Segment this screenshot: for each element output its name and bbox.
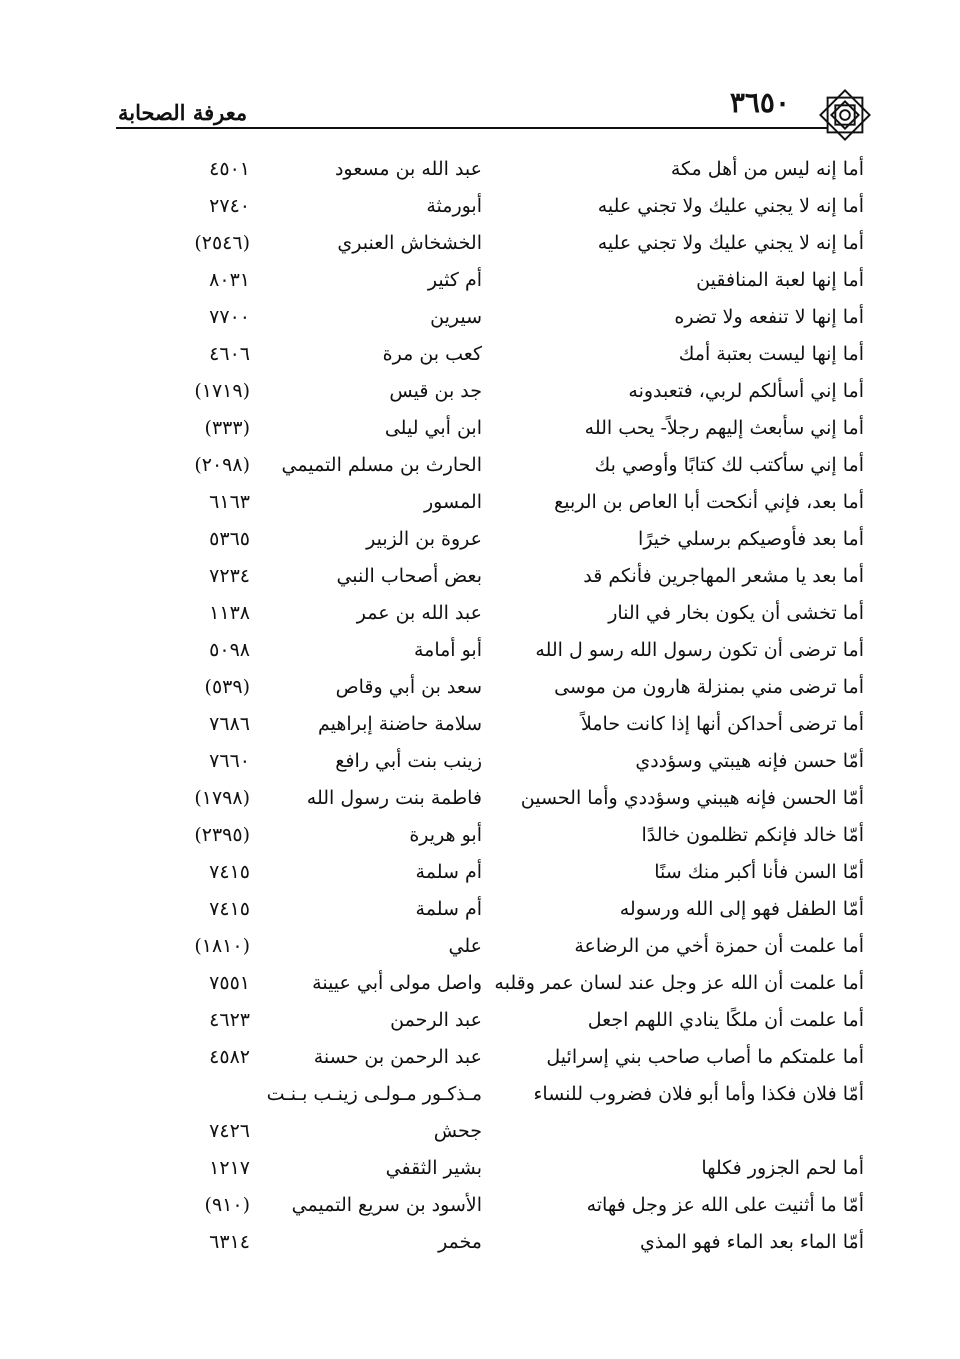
hadith-number: ١١٣٨ xyxy=(209,602,250,624)
narrator-name: عبد الله بن عمر xyxy=(356,602,482,624)
hadith-number: ٤٥٨٢ xyxy=(209,1046,250,1068)
hadith-number: ٧٤٢٦ xyxy=(209,1120,250,1142)
hadith-text: أمّا الحسن فإنه هيبني وسؤددي وأما الحسين xyxy=(520,787,864,809)
hadith-number: ١٢١٧ xyxy=(209,1157,250,1179)
hadith-text: أما إنها لا تنفعه ولا تضره xyxy=(674,306,864,328)
narrator-name: كعب بن مرة xyxy=(382,343,482,365)
page-number: ٣٦٥٠ xyxy=(729,86,790,119)
index-row xyxy=(0,306,960,343)
hadith-text: أما بعد، فإني أنكحت أبا العاص بن الربيع xyxy=(554,491,864,513)
index-row xyxy=(0,750,960,787)
hadith-number: (٢٣٩٥) xyxy=(194,824,250,846)
narrator-name: أبو هريرة xyxy=(409,824,482,846)
index-row xyxy=(0,1194,960,1231)
hadith-number: (٢٠٩٨) xyxy=(194,454,250,476)
hadith-text: أما إني سأكتب لك كتابًا وأوصي بك xyxy=(594,454,864,476)
hadith-text: أمّا ما أثنيت على الله عز وجل فهاته xyxy=(586,1194,864,1216)
narrator-name: واصل مولى أبي عيينة xyxy=(312,972,482,994)
hadith-text: أمّا فلان فكذا وأما أبو فلان فضروب للنساء xyxy=(533,1083,864,1105)
index-row xyxy=(0,380,960,417)
index-row xyxy=(0,861,960,898)
narrator-name: أم سلمة xyxy=(415,898,482,920)
header-rule xyxy=(116,127,828,129)
narrator-name: سعد بن أبي وقاص xyxy=(335,676,482,698)
hadith-text: أما علمت أن الله عز وجل عند لسان عمر وقلبه xyxy=(494,972,864,994)
index-row xyxy=(0,195,960,232)
hadith-number: ٤٦٢٣ xyxy=(209,1009,250,1031)
hadith-number: ٦٣١٤ xyxy=(209,1231,250,1253)
narrator-name: علي xyxy=(448,935,482,957)
narrator-name: ابن أبي ليلى xyxy=(384,417,482,439)
narrator-name: الخشخاش العنبري xyxy=(337,232,482,254)
index-row xyxy=(0,639,960,676)
book-title: معرفة الصحابة xyxy=(118,100,248,125)
hadith-text: أمّا حسن فإنه هيبتي وسؤددي xyxy=(635,750,864,772)
hadith-number: ٧٤١٥ xyxy=(209,898,250,920)
narrator-name: سلامة حاضنة إبراهيم xyxy=(317,713,482,735)
index-row xyxy=(0,491,960,528)
page-header xyxy=(116,82,868,142)
index-row xyxy=(0,602,960,639)
narrator-name: أم سلمة xyxy=(415,861,482,883)
hadith-text: أما بعد يا مشعر المهاجرين فأنكم قد xyxy=(583,565,864,587)
hadith-number: ٧٧٠٠ xyxy=(209,306,250,328)
index-row xyxy=(0,343,960,380)
hadith-number: ٧٤١٥ xyxy=(209,861,250,883)
narrator-name: أم كثير xyxy=(427,269,482,291)
index-row xyxy=(0,232,960,269)
hadith-text: أما إنها لعبة المنافقين xyxy=(696,269,864,291)
index-row xyxy=(0,565,960,602)
hadith-number: (٥٣٩) xyxy=(204,676,250,698)
hadith-text: أما علمت أن حمزة أخي من الرضاعة xyxy=(574,935,864,957)
index-row xyxy=(0,935,960,972)
narrator-name: زينب بنت أبي رافع xyxy=(335,750,482,772)
hadith-number: ٢٧٤٠ xyxy=(209,195,250,217)
index-row xyxy=(0,1083,960,1120)
hadith-text: أما إنه لا يجني عليك ولا تجني عليه xyxy=(597,195,864,217)
index-row xyxy=(0,824,960,861)
narrator-name: سيرين xyxy=(430,306,482,328)
narrator-name: المسور xyxy=(424,491,482,513)
hadith-text: أما ترضى مني بمنزلة هارون من موسى xyxy=(554,676,864,698)
narrator-name: مخمر xyxy=(438,1231,482,1253)
hadith-number: ٤٥٠١ xyxy=(209,158,250,180)
hadith-number: (١٧٩٨) xyxy=(194,787,250,809)
index-row xyxy=(0,898,960,935)
index-row xyxy=(0,676,960,713)
index-row xyxy=(0,713,960,750)
hadith-text: أمّا الطفل فهو إلى الله ورسوله xyxy=(619,898,864,920)
octagram-ornament-icon xyxy=(816,86,874,144)
hadith-text: أما علمتكم ما أصاب صاحب بني إسرائيل xyxy=(546,1046,864,1068)
narrator-name: أبو أمامة xyxy=(413,639,482,661)
hadith-text: أمّا خالد فإنكم تظلمون خالدًا xyxy=(641,824,864,846)
hadith-text: أما بعد فأوصيكم برسلي خيرًا xyxy=(638,528,864,550)
index-row xyxy=(0,158,960,195)
hadith-number: (٣٣٣) xyxy=(204,417,250,439)
hadith-number: (١٧١٩) xyxy=(194,380,250,402)
hadith-text: أما علمت أن ملكًا ينادي اللهم اجعل xyxy=(587,1009,864,1031)
hadith-text: أما لحم الجزور فكلها xyxy=(701,1157,864,1179)
narrator-name: جد بن قيس xyxy=(389,380,482,402)
hadith-number: (٢٥٤٦) xyxy=(194,232,250,254)
hadith-text: أما إني سأبعث إليهم رجلاً- يحب الله xyxy=(584,417,864,439)
index-row xyxy=(0,269,960,306)
hadith-number: ٨٠٣١ xyxy=(209,269,250,291)
hadith-number: ٥٠٩٨ xyxy=(209,639,250,661)
narrator-name: فاطمة بنت رسول الله xyxy=(306,787,482,809)
hadith-number: (١٨١٠) xyxy=(194,935,250,957)
narrator-name: عبد الرحمن xyxy=(390,1009,482,1031)
narrator-name: مـذكـور مـولـى زينـب بـنـت xyxy=(266,1083,482,1105)
hadith-number: ٤٦٠٦ xyxy=(209,343,250,365)
narrator-name: أبورمثة xyxy=(426,195,482,217)
index-row xyxy=(0,1120,960,1157)
narrator-name: الأسود بن سريع التميمي xyxy=(291,1194,482,1216)
hadith-number: (٩١٠) xyxy=(204,1194,250,1216)
hadith-text: أمّا الماء بعد الماء فهو المذي xyxy=(640,1231,864,1253)
narrator-name: الحارث بن مسلم التميمي xyxy=(281,454,482,476)
narrator-name: عروة بن الزبير xyxy=(366,528,482,550)
index-row xyxy=(0,454,960,491)
narrator-name: جحش xyxy=(433,1120,482,1142)
index-row xyxy=(0,1046,960,1083)
hadith-text: أما إني أسألكم لربي، فتعبدونه xyxy=(628,380,864,402)
narrator-name: عبد الرحمن بن حسنة xyxy=(313,1046,482,1068)
hadith-text: أما تخشى أن يكون بخار في النار xyxy=(608,602,864,624)
hadith-text: أما ترضى أن تكون رسول الله رسو ل الله xyxy=(535,639,864,661)
index-row xyxy=(0,1157,960,1194)
index-row xyxy=(0,1009,960,1046)
hadith-number: ٥٣٦٥ xyxy=(209,528,250,550)
narrator-name: عبد الله بن مسعود xyxy=(334,158,482,180)
index-row xyxy=(0,1231,960,1268)
hadith-number: ٧٢٣٤ xyxy=(209,565,250,587)
index-row xyxy=(0,417,960,454)
hadith-text: أما ترضى أحداكن أنها إذا كانت حاملاً xyxy=(581,713,864,735)
hadith-number: ٧٥٥١ xyxy=(209,972,250,994)
index-row xyxy=(0,528,960,565)
hadith-number: ٦١٦٣ xyxy=(209,491,250,513)
narrator-name: بشير الثقفي xyxy=(385,1157,482,1179)
index-row xyxy=(0,787,960,824)
narrator-name: بعض أصحاب النبي xyxy=(336,565,482,587)
hadith-text: أما إنها ليست بعتبة أمك xyxy=(678,343,864,365)
hadith-number: ٧٦٨٦ xyxy=(209,713,250,735)
index-row xyxy=(0,972,960,1009)
hadith-number: ٧٦٦٠ xyxy=(209,750,250,772)
hadith-text: أما إنه لا يجني عليك ولا تجني عليه xyxy=(597,232,864,254)
hadith-text: أمّا السن فأنا أكبر منك سنًا xyxy=(654,861,864,883)
hadith-text: أما إنه ليس من أهل مكة xyxy=(670,158,864,180)
